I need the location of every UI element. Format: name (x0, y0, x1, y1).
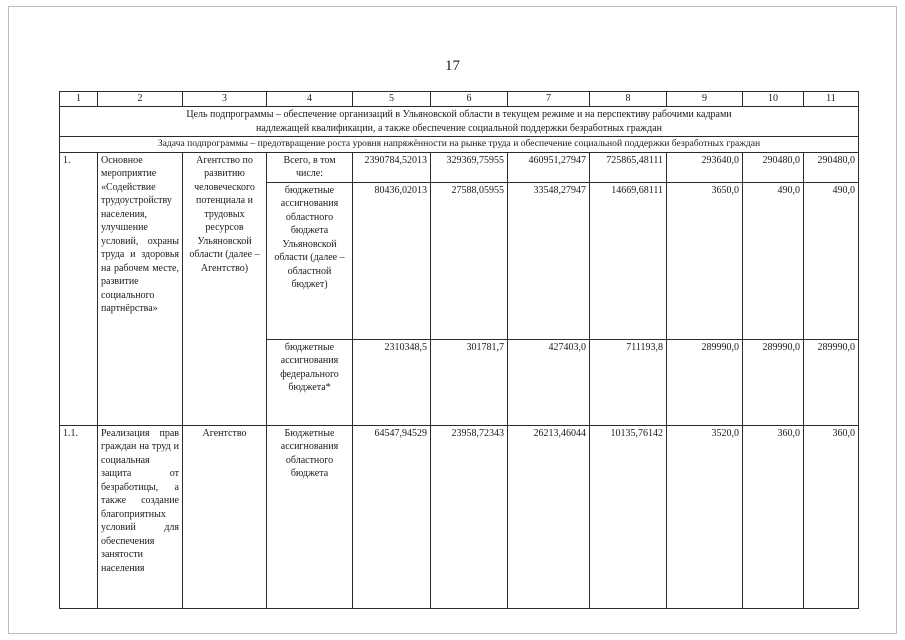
col-header: 7 (508, 92, 590, 107)
col-header: 10 (743, 92, 804, 107)
funding-source: Бюджетные ассигнования областного бюджета (267, 425, 353, 608)
task-row (60, 137, 859, 153)
value-cell: 490,0 (804, 182, 859, 339)
budget-table (59, 91, 859, 609)
table-row (60, 152, 859, 182)
value-cell: 3650,0 (667, 182, 743, 339)
col-header: 6 (431, 92, 508, 107)
value-cell: 289990,0 (804, 339, 859, 425)
col-header: 9 (667, 92, 743, 107)
activity-name: Реализация прав граждан на труд и социальная защита от безработицы, а также создание благоприятных условий для обеспечения занятости населения (98, 425, 183, 608)
col-header: 3 (183, 92, 267, 107)
goal-line-2: надлежащей квалификации, а также обеспечение социальной поддержки безработных граждан (255, 122, 662, 134)
value-cell: 289990,0 (743, 339, 804, 425)
value-cell: 490,0 (743, 182, 804, 339)
value-cell: 80436,02013 (353, 182, 431, 339)
value-cell: 290480,0 (743, 152, 804, 182)
activity-name: Основное мероприятие «Содействие трудоустройству населения, улучшение условий, охраны труда и здоровья на рабочем месте, развитие социального партнёрства» (98, 152, 183, 425)
value-cell: 725865,48111 (590, 152, 667, 182)
funding-source: бюджетные ассигнования федерального бюджета* (267, 339, 353, 425)
value-cell: 290480,0 (804, 152, 859, 182)
value-cell: 289990,0 (667, 339, 743, 425)
value-cell: 427403,0 (508, 339, 590, 425)
header-row (60, 92, 859, 107)
value-cell: 26213,46044 (508, 425, 590, 608)
executor: Агентство по развитию человеческого потенциала и трудовых ресурсов Ульяновской области (далее – Агентство) (183, 152, 267, 425)
value-cell: 33548,27947 (508, 182, 590, 339)
value-cell: 293640,0 (667, 152, 743, 182)
col-header: 4 (267, 92, 353, 107)
subprogram-task: Задача подпрограммы – предотвращение роста уровня напряжённости на рынке труда и обеспечение социальной поддержки безработных граждан (60, 137, 859, 153)
value-cell: 711193,8 (590, 339, 667, 425)
goal-line-1: Цель подпрограммы – обеспечение организаций в Ульяновской области в текущем режиме и на перспективу рабочими кадрами (186, 109, 732, 120)
row-number: 1. (60, 152, 98, 425)
goal-row (60, 107, 859, 137)
value-cell: 301781,7 (431, 339, 508, 425)
funding-source: Всего, в том числе: (267, 152, 353, 182)
funding-source: бюджетные ассигнования областного бюджета Ульяновской области (далее – областной бюджет) (267, 182, 353, 339)
value-cell: 10135,76142 (590, 425, 667, 608)
col-header: 2 (98, 92, 183, 107)
table-row (60, 425, 859, 608)
value-cell: 460951,27947 (508, 152, 590, 182)
value-cell: 2310348,5 (353, 339, 431, 425)
page-number: 17 (445, 58, 460, 74)
value-cell: 360,0 (743, 425, 804, 608)
value-cell: 329369,75955 (431, 152, 508, 182)
col-header: 8 (590, 92, 667, 107)
executor: Агентство (183, 425, 267, 608)
col-header: 11 (804, 92, 859, 107)
value-cell: 14669,68111 (590, 182, 667, 339)
row-number: 1.1. (60, 425, 98, 608)
subprogram-goal (60, 107, 859, 137)
col-header: 1 (60, 92, 98, 107)
value-cell: 23958,72343 (431, 425, 508, 608)
value-cell: 2390784,52013 (353, 152, 431, 182)
col-header: 5 (353, 92, 431, 107)
value-cell: 64547,94529 (353, 425, 431, 608)
value-cell: 360,0 (804, 425, 859, 608)
value-cell: 3520,0 (667, 425, 743, 608)
value-cell: 27588,05955 (431, 182, 508, 339)
